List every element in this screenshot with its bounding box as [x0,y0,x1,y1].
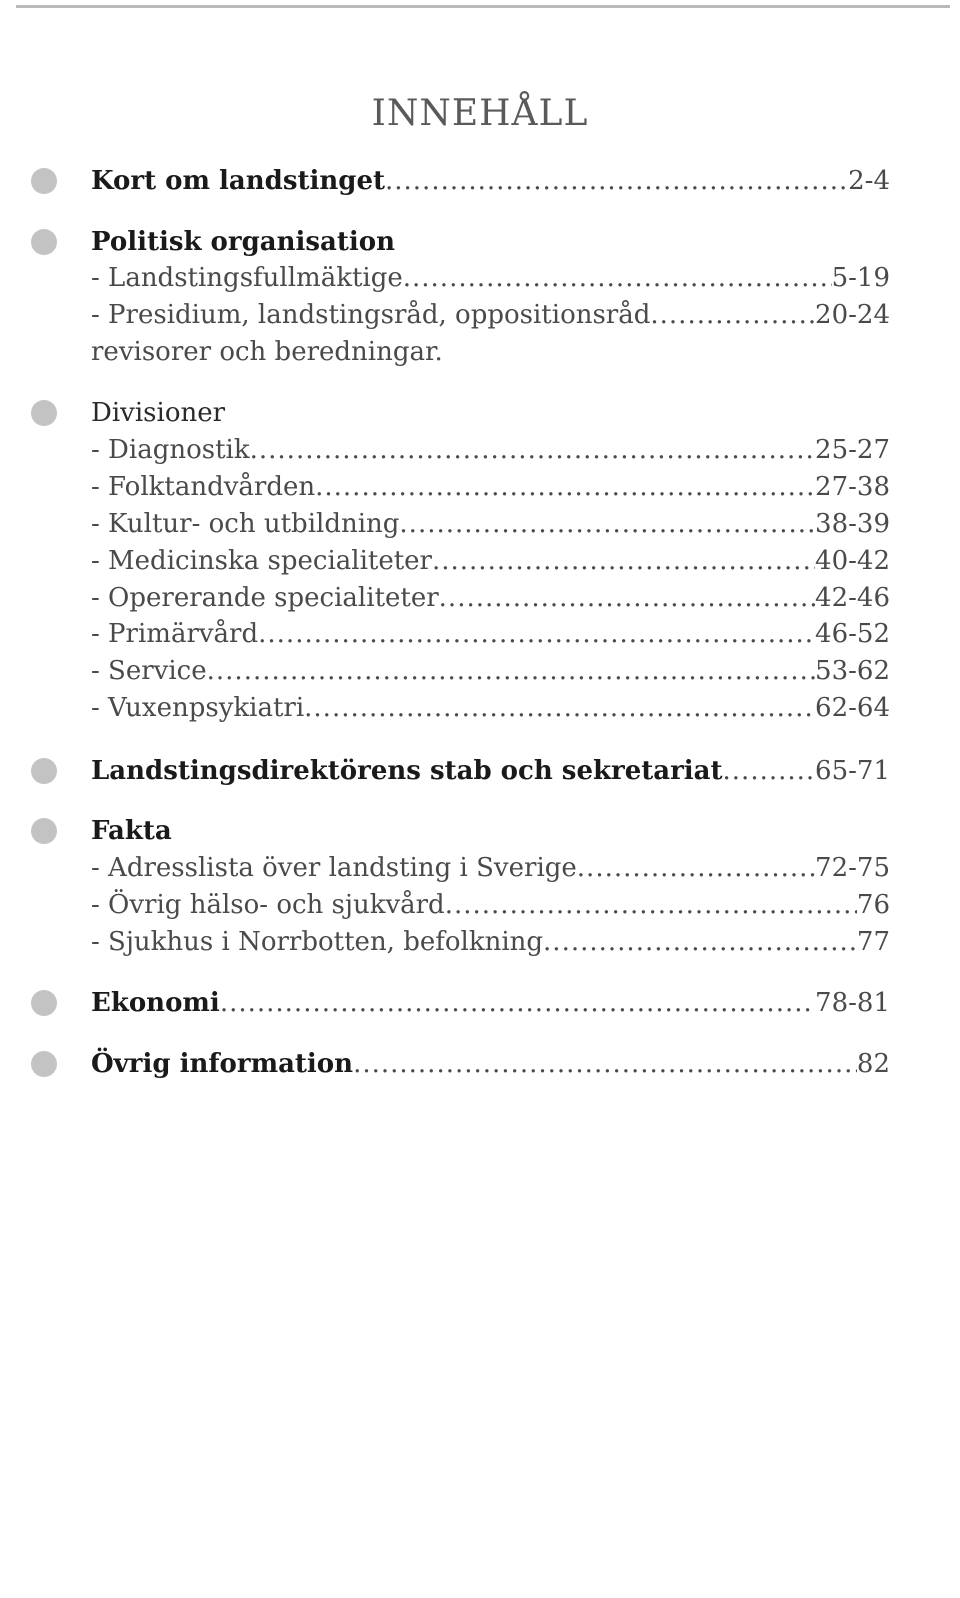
leader-dots [220,985,815,1021]
toc-entry-page: 62-64 [815,693,890,723]
toc-entry-kultur-och-utbildning[interactable] [91,506,890,542]
toc-entry-page: 27-38 [815,472,890,502]
leader-dots [445,887,857,923]
toc-entry-ekonomi[interactable] [91,985,890,1021]
toc-entry-kort-om-landstinget[interactable] [91,163,890,199]
page-title: INNEHÅLL [371,93,589,134]
toc-entry-label: - Landstingsfullmäktige [91,263,403,293]
toc-entry-label: - Sjukhus i Norrbotten, befolkning [91,927,544,957]
toc-entry-page: 65-71 [815,756,890,786]
toc-entry-ovrig-information[interactable] [91,1046,890,1082]
toc-entry-page: 38-39 [815,509,890,539]
section-bullet [31,758,57,784]
toc-entry-label: - Vuxenpsykiatri [91,693,305,723]
section-bullet [31,400,57,426]
toc-entry-primarvard[interactable] [91,616,890,652]
leader-dots [304,690,815,726]
section-bullet [31,229,57,255]
toc-entry-label: - Diagnostik [91,435,250,465]
toc-entry-adresslista[interactable] [91,850,890,886]
section-bullet [31,1051,57,1077]
toc-entry-label: - Övrig hälso- och sjukvård [91,890,445,920]
toc-entry-landstingsdirektorens-stab[interactable] [91,753,890,789]
leader-dots [543,924,857,960]
toc-entry-medicinska-specialiteter[interactable] [91,543,890,579]
toc-entry-page: 5-19 [831,263,890,293]
section-bullet [31,818,57,844]
leader-dots [403,260,832,296]
toc-entry-page: 25-27 [815,435,890,465]
leader-dots [439,580,815,616]
toc-entry-opererande-specialiteter[interactable] [91,580,890,616]
leader-dots [432,543,815,579]
toc-entry-label: - Opererande specialiteter [91,583,439,613]
toc-entry-label: Landstingsdirektörens stab och sekretariat [91,756,723,786]
toc-entry-label: - Service [91,656,207,686]
section-heading-politisk-organisation: Politisk organisation [91,227,396,257]
leader-dots [577,850,815,886]
toc-entry-vuxenpsykiatri[interactable] [91,690,890,726]
toc-entry-label: - Presidium, landstingsråd, oppositionsråd [91,300,651,330]
leader-dots [650,297,815,333]
toc-entry-label: Ekonomi [91,988,220,1018]
toc-entry-sjukhus-i-norrbotten[interactable] [91,924,890,960]
toc-entry-page: 77 [856,927,890,957]
section-heading-divisioner: Divisioner [91,398,226,428]
toc-entry-presidium[interactable] [91,297,890,333]
toc-entry-label: - Primärvård [91,619,259,649]
toc-entry-page: 20-24 [815,300,890,330]
leader-dots [353,1046,857,1082]
section-bullet [31,990,57,1016]
toc-entry-label: - Folktandvården [91,472,316,502]
toc-entry-folktandvarden[interactable] [91,469,890,505]
toc-entry-page: 2-4 [848,166,890,196]
toc-entry-label: Övrig information [91,1049,354,1079]
toc-entry-diagnostik[interactable] [91,432,890,468]
toc-entry-page: 46-52 [815,619,890,649]
section-bullet [31,168,57,194]
toc-entry-landstingsfullmaktige[interactable] [91,260,890,296]
toc-entry-service[interactable] [91,653,890,689]
toc-entry-page: 53-62 [815,656,890,686]
toc-entry-page: 78-81 [815,988,890,1018]
toc-entry-ovrig-halso-och-sjukvard[interactable] [91,887,890,923]
toc-entry-page: 82 [856,1049,890,1079]
leader-dots [385,163,848,199]
leader-dots [258,616,815,652]
toc-entry-page: 76 [856,890,890,920]
leader-dots [250,432,815,468]
toc-entry-page: 40-42 [815,546,890,576]
leader-dots [315,469,815,505]
toc-entry-label: Kort om landstinget [91,166,385,196]
toc-entry-continuation: revisorer och beredningar. [91,337,443,367]
leader-dots [723,753,816,789]
section-heading-fakta: Fakta [91,816,172,846]
toc-entry-label: - Kultur- och utbildning [91,509,400,539]
toc-entry-label: - Medicinska specialiteter [91,546,432,576]
leader-dots [399,506,815,542]
leader-dots [207,653,815,689]
toc-entry-page: 72-75 [815,853,890,883]
toc-entry-page: 42-46 [815,583,890,613]
toc-entry-label: - Adresslista över landsting i Sverige [91,853,577,883]
